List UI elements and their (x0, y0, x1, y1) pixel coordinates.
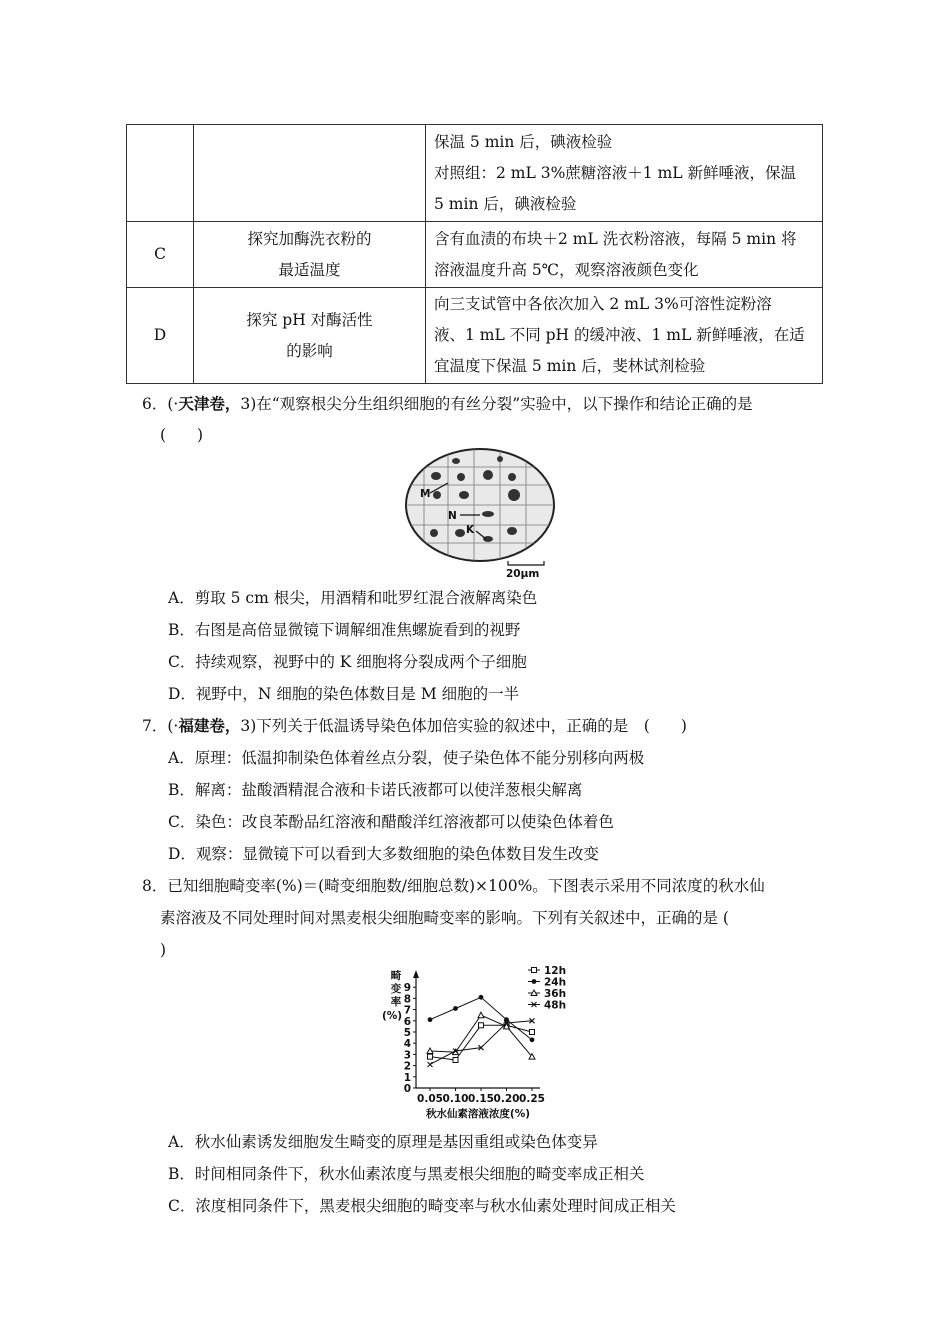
data-point (453, 1058, 458, 1063)
legend-item (528, 977, 566, 989)
purpose-line: 的影响 (286, 341, 333, 360)
x-tick-label: 0.15 (468, 1093, 494, 1105)
question-7-option-b: B．解离：盐酸酒精混合液和卡诺氏液都可以使洋葱根尖解离 (168, 781, 583, 799)
data-point (479, 1023, 484, 1028)
aberration-rate-chart (370, 962, 580, 1122)
legend-marker (532, 968, 537, 973)
y-axis-title-char: 畸 (390, 970, 402, 982)
y-axis-title-char: 变 (390, 983, 402, 995)
purpose-line: 探究 pH 对酶活性 (246, 310, 373, 329)
y-tick-label: 8 (403, 993, 411, 1006)
procedure-line: 对照组：2 mL 3%蔗糖溶液＋1 mL 新鲜唾液，保温 (434, 163, 797, 182)
table-row (127, 222, 823, 288)
purpose-cell (194, 288, 426, 384)
legend-label: 12h (544, 965, 567, 977)
procedure-line: 液、1 mL 不同 pH 的缓冲液、1 mL 新鲜唾液，在适 (434, 326, 805, 344)
question-8-stem-line-1: 8．已知细胞畸变率(%)＝(畸变细胞数/细胞总数)×100%。下图表示采用不同浓度的秋水仙 (142, 877, 765, 895)
series-line (430, 1015, 532, 1056)
series-line (430, 1025, 532, 1060)
data-point (479, 995, 484, 1000)
legend-label: 36h (544, 988, 567, 1000)
question-6-option-b: B．右图是高倍显微镜下调解细准焦螺旋看到的视野 (168, 621, 521, 639)
y-axis-title-char: 率 (390, 996, 402, 1008)
table-row (127, 288, 823, 384)
x-axis-title: 秋水仙素溶液浓度(%) (425, 1108, 531, 1120)
question-8-option-c: C．浓度相同条件下，黑麦根尖细胞的畸变率与秋水仙素处理时间成正相关 (168, 1197, 676, 1215)
experiment-table (126, 124, 823, 384)
procedure-line: 溶液温度升高 5℃，观察溶液颜色变化 (434, 260, 699, 279)
question-6-option-c: C．持续观察，视野中的 K 细胞将分裂成两个子细胞 (168, 653, 527, 671)
x-tick-label: 0.10 (442, 1093, 469, 1105)
question-6-stem: 6．(·天津卷，3)在“观察根尖分生组织细胞的有丝分裂”实验中，以下操作和结论正确的是 (142, 394, 753, 413)
procedure-line: 含有血渍的布块＋2 mL 洗衣粉溶液，每隔 5 min 将 (434, 229, 797, 248)
y-tick-label: 2 (403, 1060, 411, 1073)
y-tick-label: 1 (403, 1071, 411, 1084)
purpose-cell (194, 222, 426, 288)
question-8-option-a: A．秋水仙素诱发细胞发生畸变的原理是基因重组或染色体变异 (168, 1133, 598, 1151)
question-6-paren: ( ) (160, 426, 204, 444)
question-6-option-a: A．剪取 5 cm 根尖，用酒精和吡罗红混合液解离染色 (168, 589, 538, 607)
procedure-cell (426, 222, 823, 288)
label-n: N (448, 510, 457, 522)
data-point (530, 1037, 535, 1042)
table-row (127, 125, 823, 222)
y-tick-label: 9 (403, 982, 411, 995)
question-8-stem-line-2: 素溶液及不同处理时间对黑麦根尖细胞畸变率的影响。下列有关叙述中，正确的是 ( (160, 909, 729, 927)
label-m: M (420, 488, 431, 500)
question-7-option-d: D．观察：显微镜下可以看到大多数细胞的染色体数目发生改变 (168, 845, 599, 863)
legend-item (528, 1000, 566, 1012)
procedure-line: 保温 5 min 后，碘液检验 (434, 132, 613, 151)
option-cell: D (127, 288, 194, 384)
y-axis-title-char: (%) (381, 1010, 403, 1022)
y-tick-label: 6 (403, 1015, 411, 1028)
purpose-line: 探究加酶洗衣粉的 (247, 229, 372, 248)
data-point (530, 1030, 535, 1035)
question-7-option-c: C．染色：改良苯酚品红溶液和醋酸洋红溶液都可以使染色体着色 (168, 813, 614, 831)
question-7-option-a: A．原理：低温抑制染色体着丝点分裂，使子染色体不能分别移向两极 (168, 749, 645, 767)
option-cell (127, 125, 194, 222)
y-tick-label: 0 (403, 1083, 411, 1095)
procedure-line: 5 min 后，碘液检验 (434, 194, 577, 213)
series-line (430, 997, 532, 1040)
data-point (428, 1054, 433, 1059)
question-6-option-d: D．视野中，N 细胞的染色体数目是 M 细胞的一半 (168, 685, 520, 703)
y-tick-label: 7 (403, 1004, 411, 1017)
question-8-option-b: B．时间相同条件下，秋水仙素浓度与黑麦根尖细胞的畸变率成正相关 (168, 1165, 645, 1183)
x-tick-label: 0.05 (417, 1093, 443, 1105)
y-axis-title (382, 969, 402, 1022)
data-point (453, 1006, 458, 1011)
data-point (478, 1012, 484, 1018)
legend-marker (532, 979, 537, 984)
scale-bar (508, 561, 544, 565)
legend-label: 24h (544, 976, 567, 989)
legend-item (528, 988, 566, 1000)
y-tick-label: 4 (403, 1038, 411, 1051)
root-tip-micrograph (404, 447, 556, 579)
y-tick-label: 5 (403, 1027, 411, 1039)
legend-label: 48h (544, 999, 567, 1012)
x-tick-label: 0.25 (519, 1093, 545, 1105)
series-36h (427, 1012, 535, 1059)
scale-label: 20μm (506, 568, 540, 579)
y-axis-arrow (413, 970, 419, 978)
option-cell: C (127, 222, 194, 288)
data-point (428, 1017, 433, 1022)
x-tick-label: 0.20 (493, 1093, 520, 1105)
procedure-cell (426, 125, 823, 222)
procedure-line: 向三支试管中各依次加入 2 mL 3%可溶性淀粉溶 (434, 295, 772, 313)
question-8-stem-line-3: ) (160, 941, 167, 959)
procedure-cell (426, 288, 823, 384)
series-24h (428, 995, 535, 1042)
data-point (428, 1062, 433, 1067)
purpose-line: 最适温度 (278, 260, 341, 279)
question-7-stem: 7．(·福建卷，3)下列关于低温诱导染色体加倍实验的叙述中，正确的是 ( ) (142, 716, 687, 735)
procedure-line: 宜温度下保温 5 min 后，斐林试剂检验 (434, 357, 706, 375)
y-tick-label: 3 (403, 1049, 411, 1062)
purpose-cell (194, 125, 426, 222)
label-k: K (466, 524, 475, 536)
legend-item (528, 965, 566, 977)
